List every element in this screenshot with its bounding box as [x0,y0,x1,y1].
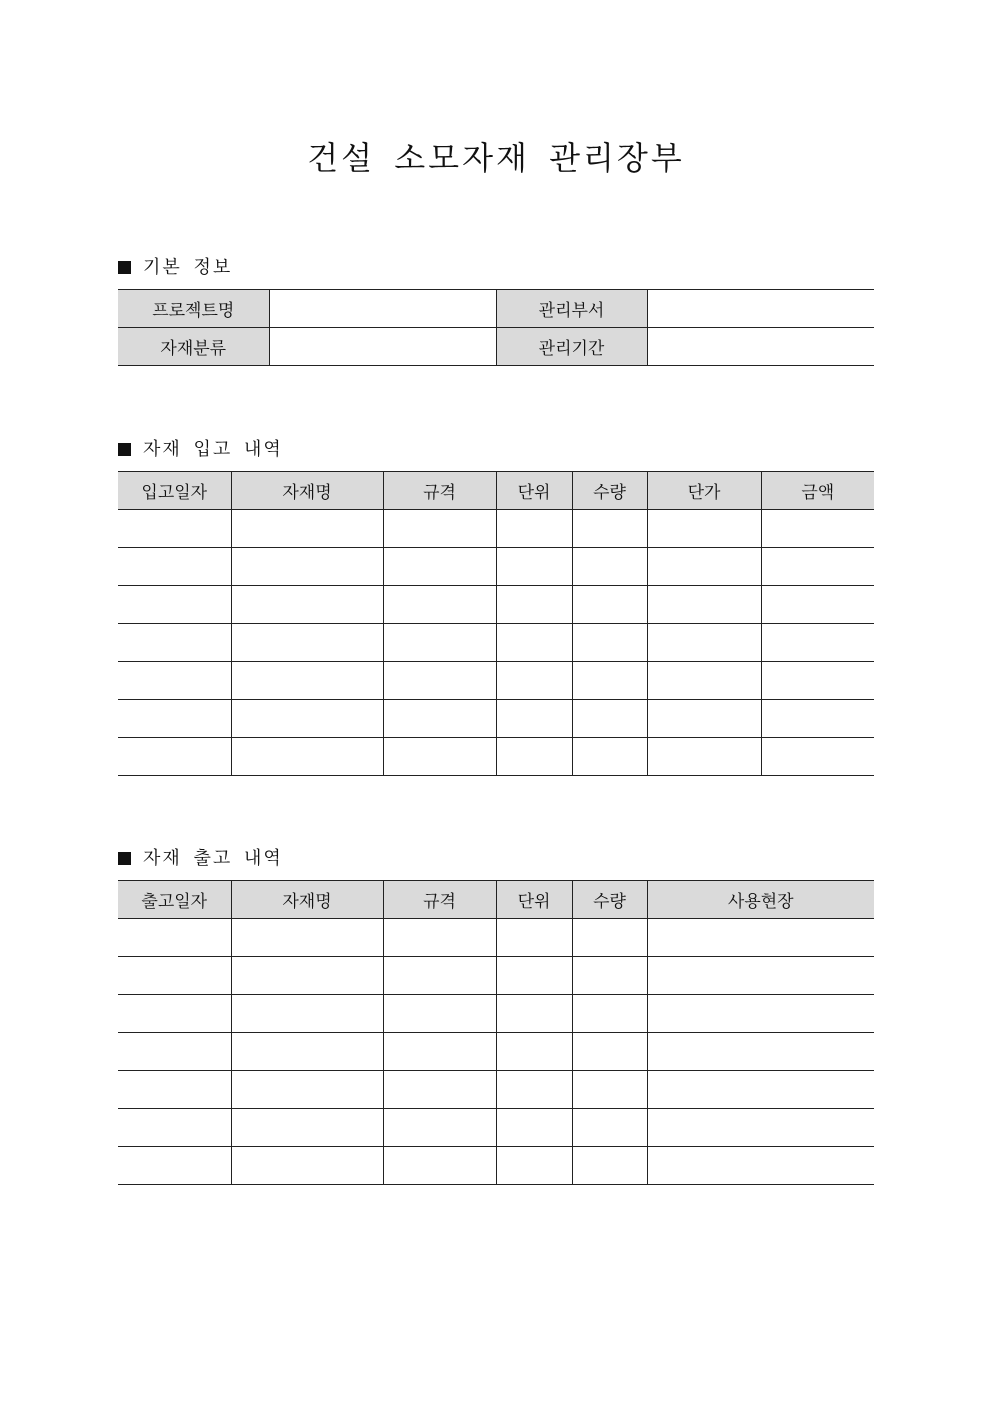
table-cell[interactable] [647,957,874,995]
table-cell[interactable] [231,957,383,995]
table-cell[interactable] [572,510,647,548]
table-cell[interactable] [647,1071,874,1109]
section-heading-label: 기본 정보 [143,257,233,278]
table-cell[interactable] [118,548,231,586]
table-row [118,957,874,995]
table-cell[interactable] [496,957,572,995]
table-row [118,586,874,624]
table-cell[interactable] [647,995,874,1033]
management-period-field[interactable] [647,328,874,366]
table-cell[interactable] [572,624,647,662]
section-heading-outgoing [118,844,283,870]
table-cell[interactable] [383,548,496,586]
table-cell[interactable] [383,1109,496,1147]
table-cell[interactable] [383,586,496,624]
project-name-label: 프로젝트명 [118,290,269,328]
table-cell[interactable] [647,548,761,586]
table-cell[interactable] [761,624,874,662]
table-cell[interactable] [231,624,383,662]
table-cell[interactable] [496,510,572,548]
project-name-field[interactable] [269,290,496,328]
section-heading-label: 자재 입고 내역 [143,439,283,460]
table-header-row [118,881,874,919]
table-cell[interactable] [647,1109,874,1147]
column-header-usage-site: 사용현장 [647,881,874,919]
table-row [118,1033,874,1071]
table-cell[interactable] [761,510,874,548]
table-cell[interactable] [118,1033,231,1071]
column-header-material-name: 자재명 [231,472,383,510]
table-cell[interactable] [761,548,874,586]
table-cell[interactable] [231,548,383,586]
column-header-unit: 단위 [496,472,572,510]
table-cell[interactable] [231,510,383,548]
table-cell[interactable] [231,1033,383,1071]
incoming-table [118,471,874,776]
square-bullet-icon [118,852,131,865]
column-header-quantity: 수량 [572,881,647,919]
table-cell[interactable] [496,1033,572,1071]
table-cell[interactable] [572,662,647,700]
table-row [118,290,874,328]
table-cell[interactable] [572,1109,647,1147]
table-cell[interactable] [647,586,761,624]
section-heading-label: 자재 출고 내역 [143,848,283,869]
table-cell[interactable] [118,957,231,995]
table-cell[interactable] [118,1147,231,1185]
table-cell[interactable] [118,919,231,957]
table-cell[interactable] [118,738,231,776]
table-cell[interactable] [496,662,572,700]
table-cell[interactable] [496,738,572,776]
department-label: 관리부서 [496,290,647,328]
table-cell[interactable] [572,738,647,776]
table-cell[interactable] [383,919,496,957]
management-period-label: 관리기간 [496,328,647,366]
table-cell[interactable] [761,662,874,700]
table-cell[interactable] [647,1147,874,1185]
table-cell[interactable] [231,662,383,700]
table-cell[interactable] [761,738,874,776]
table-row [118,995,874,1033]
section-heading-incoming [118,435,283,461]
table-cell[interactable] [118,995,231,1033]
table-cell[interactable] [496,995,572,1033]
table-cell[interactable] [118,510,231,548]
table-cell[interactable] [231,919,383,957]
column-header-amount: 금액 [761,472,874,510]
table-cell[interactable] [572,919,647,957]
table-row [118,700,874,738]
column-header-date: 출고일자 [118,881,231,919]
table-cell[interactable] [231,586,383,624]
table-header-row [118,472,874,510]
table-cell[interactable] [231,1071,383,1109]
table-row [118,624,874,662]
basic-info-table [118,289,874,366]
table-cell[interactable] [231,700,383,738]
table-cell[interactable] [383,662,496,700]
table-cell[interactable] [647,662,761,700]
table-cell[interactable] [572,995,647,1033]
table-cell[interactable] [231,1109,383,1147]
table-cell[interactable] [118,700,231,738]
table-row [118,1109,874,1147]
table-row [118,1071,874,1109]
table-cell[interactable] [761,586,874,624]
column-header-spec: 규격 [383,881,496,919]
table-row [118,510,874,548]
table-row [118,1147,874,1185]
table-cell[interactable] [231,738,383,776]
table-row [118,328,874,366]
table-cell[interactable] [496,1071,572,1109]
square-bullet-icon [118,261,131,274]
table-cell[interactable] [383,1033,496,1071]
table-cell[interactable] [231,1147,383,1185]
table-cell[interactable] [383,1147,496,1185]
table-row [118,548,874,586]
table-cell[interactable] [496,700,572,738]
column-header-quantity: 수량 [572,472,647,510]
table-cell[interactable] [383,957,496,995]
table-cell[interactable] [496,548,572,586]
table-cell[interactable] [647,738,761,776]
table-cell[interactable] [496,919,572,957]
column-header-unit: 단위 [496,881,572,919]
table-cell[interactable] [118,662,231,700]
department-field[interactable] [647,290,874,328]
table-cell[interactable] [647,624,761,662]
material-category-field[interactable] [269,328,496,366]
table-cell[interactable] [118,1109,231,1147]
outgoing-table [118,880,874,1185]
material-category-label: 자재분류 [118,328,269,366]
table-cell[interactable] [383,995,496,1033]
table-cell[interactable] [572,548,647,586]
column-header-date: 입고일자 [118,472,231,510]
table-cell[interactable] [572,957,647,995]
table-cell[interactable] [383,510,496,548]
table-cell[interactable] [231,995,383,1033]
table-cell[interactable] [572,586,647,624]
table-cell[interactable] [647,1033,874,1071]
table-cell[interactable] [383,624,496,662]
table-cell[interactable] [118,586,231,624]
column-header-spec: 규격 [383,472,496,510]
table-cell[interactable] [572,1147,647,1185]
table-cell[interactable] [118,1071,231,1109]
column-header-unit-price: 단가 [647,472,761,510]
table-cell[interactable] [761,700,874,738]
table-cell[interactable] [496,586,572,624]
table-cell[interactable] [496,1109,572,1147]
table-cell[interactable] [572,1071,647,1109]
table-cell[interactable] [383,1071,496,1109]
table-row [118,662,874,700]
table-cell[interactable] [496,1147,572,1185]
table-cell[interactable] [572,700,647,738]
section-heading-basic-info [118,253,232,279]
square-bullet-icon [118,443,131,456]
table-cell[interactable] [572,1033,647,1071]
table-row [118,919,874,957]
column-header-material-name: 자재명 [231,881,383,919]
table-cell[interactable] [496,624,572,662]
table-cell[interactable] [118,624,231,662]
table-cell[interactable] [647,700,761,738]
page-title: 건설 소모자재 관리장부 [307,139,685,177]
table-cell[interactable] [647,919,874,957]
table-row [118,738,874,776]
table-cell[interactable] [383,700,496,738]
table-cell[interactable] [647,510,761,548]
table-cell[interactable] [383,738,496,776]
